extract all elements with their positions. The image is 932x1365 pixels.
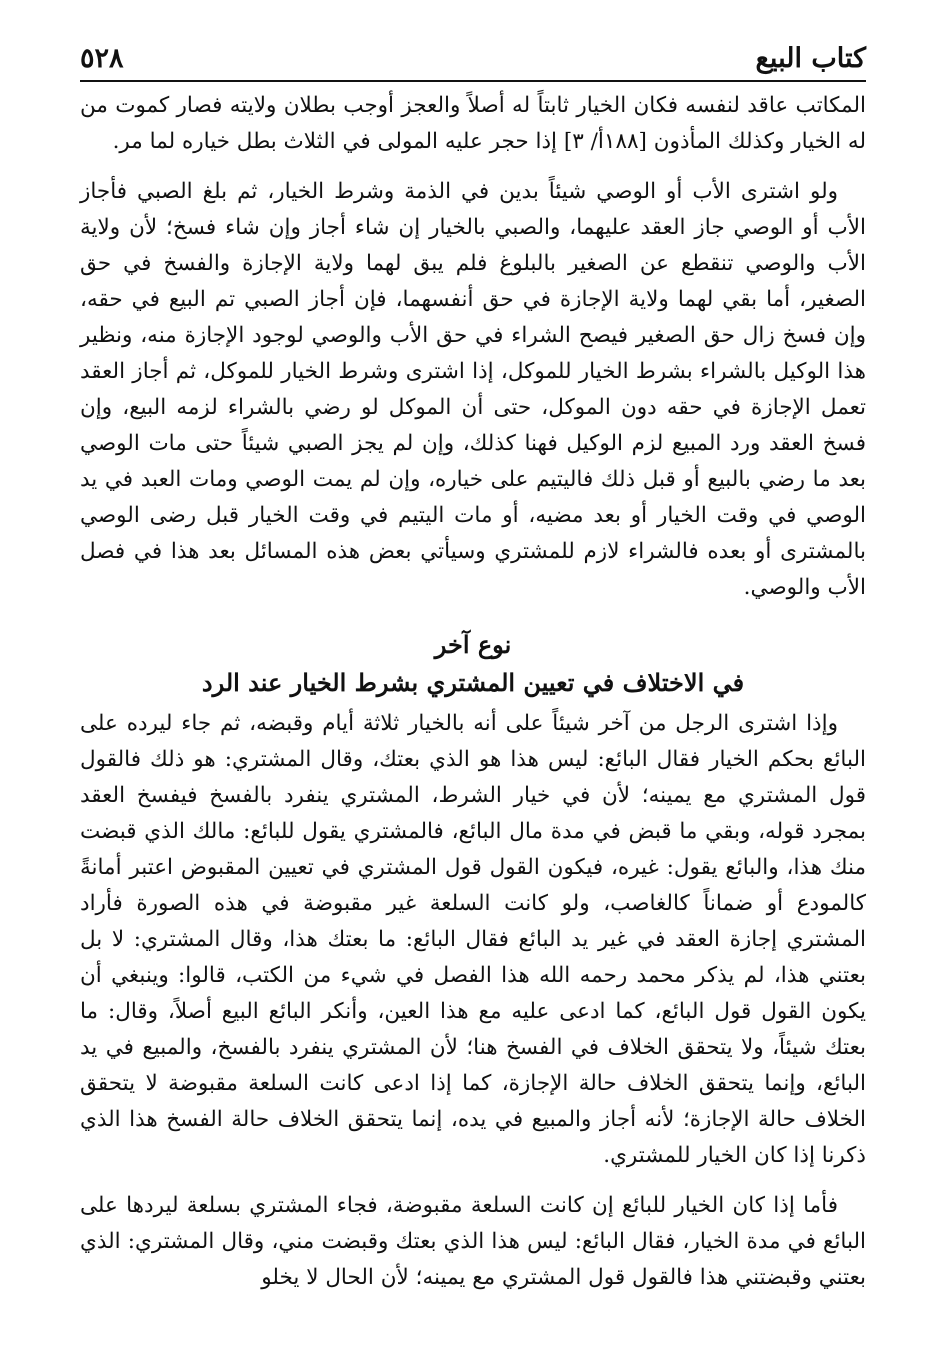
section-subtitle: في الاختلاف في تعيين المشتري بشرط الخيار عند الرد <box>201 668 745 697</box>
section-title: نوع آخر <box>434 630 512 659</box>
page-header <box>80 34 866 82</box>
paragraph-dispute-seller-option: فأما إذا كان الخيار للبائع إن كانت السلعة مقبوضة، فجاء المشتري بسلعة ليردها على البائع في مدة الخيار، فقال البائع: ليس هذا الذي بعتك وقبضت مني، وقال المشتري: الذي بعتني وقبضتني هذا فالقول قول المشتري مع يمينه؛ لأن الحال لا يخلو <box>80 1193 866 1290</box>
page-number: ٥٢٨ <box>80 43 124 74</box>
paragraph-continuation: المكاتب عاقد لنفسه فكان الخيار ثابتاً له أصلاً والعجز أوجب بطلان ولايته فصار كموت من له الخيار وكذلك المأذون [١٨٨أ/ ٣] إذا حجر عليه المولى في الثلاث بطل خياره لما مر. <box>80 93 866 154</box>
running-title: كتاب البيع <box>755 43 866 74</box>
section-heading <box>80 626 866 702</box>
book-page <box>80 34 866 1296</box>
paragraph-guardian-purchase: ولو اشترى الأب أو الوصي شيئاً بدين في الذمة وشرط الخيار، ثم بلغ الصبي فأجاز الأب أو الوصي جاز العقد عليهما، والصبي بالخيار إن شاء أجاز وإن شاء فسخ؛ لأن ولاية الأب والوصي تنقطع عن الصغير بالبلوغ فلم يبق لهما ولاية الإجازة والفسخ في حق الصغير، أما بقي لهما ولاية الإجازة في حق أنفسهما، فإن أجاز الصبي تم البيع في حقه، وإن فسخ زال حق الصغير فيصح الشراء في حق الأب والوصي لوجود الإجازة منه، ونظير هذا الوكيل بالشراء بشرط الخيار للموكل، إذا اشترى وشرط الخيار للموكل، ثم أجاز العقد تعمل الإجازة في حقه دون الموكل، حتى أن الموكل لو رضي بالشراء لزمه البيع، وإن فسخ العقد ورد المبيع لزم الوكيل فهنا كذلك، وإن لم يجز الصبي شيئاً حتى مات الوصي بعد ما رضي بالبيع أو قبل ذلك فاليتيم على خياره، وإن لم يمت الوصي ومات العبد في يد الوصي في وقت الخيار أو بعد مضيه، أو مات اليتيم في وقت الخيار قبل رضى الوصي بالمشترى أو بعده فالشراء لازم للمشتري وسيأتي بعض هذه المسائل بعد هذا في فصل الأب والوصي. <box>80 179 866 600</box>
paragraph-dispute-buyer-option: وإذا اشترى الرجل من آخر شيئاً على أنه بالخيار ثلاثة أيام وقبضه، ثم جاء ليرده على البائع بحكم الخيار فقال البائع: ليس هذا هو الذي بعتك، وقال المشتري: هو ذلك فالقول قول المشتري مع يمينه؛ لأن في خيار الشرط، المشتري ينفرد بالفسخ فيفسخ العقد بمجرد قوله، وبقي ما قبض في مدة مال البائع، فالمشتري يقول للبائع: مالك الذي قبضت منك هذا، والبائع يقول: غيره، فيكون القول قول المشتري في تعيين المقبوض اعتبر أمانةً كالمودع أو ضماناً كالغاصب، ولو كانت السلعة غير مقبوضة في هذه الصورة فأراد المشتري إجازة العقد في غير يد البائع فقال البائع: ما بعتك هذا، وقال المشتري: لا بل بعتني هذا، لم يذكر محمد رحمه الله هذا الفصل في شيء من الكتب، قالوا: وينبغي أن يكون القول قول البائع، كما ادعى عليه مع هذا العين، وأنكر البائع البيع أصلاً، وقال: ما بعتك شيئاً، ولا يتحقق الخلاف في الفسخ هنا؛ لأن المشتري ينفرد بالفسخ، والمبيع في يد البائع، وإنما يتحقق الخلاف حالة الإجازة، كما إذا ادعى كانت السلعة مقبوضة لا يتحقق الخلاف حالة الإجازة؛ لأنه أجاز والمبيع في يده، إنما يتحقق الخلاف حالة الفسخ هذا الذي ذكرنا إذا كان الخيار للمشتري. <box>80 711 866 1168</box>
page-body <box>80 88 866 1296</box>
